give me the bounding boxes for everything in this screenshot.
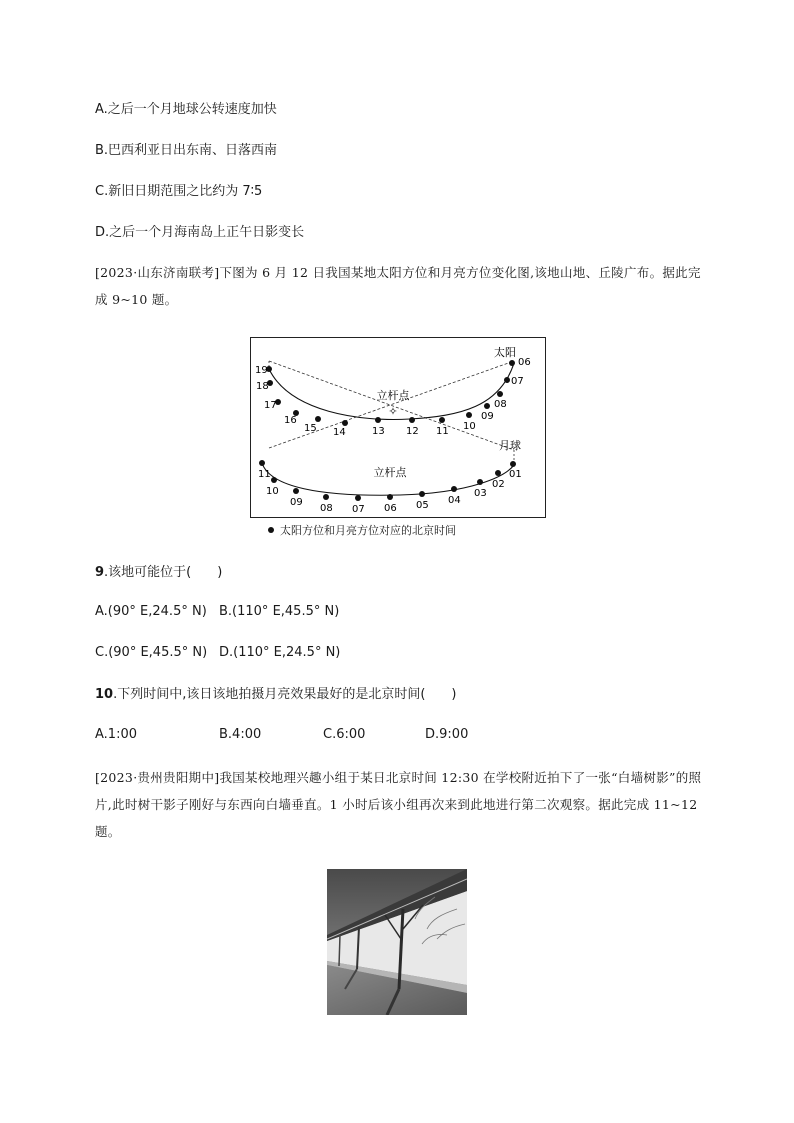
moon-time-label: 02 bbox=[492, 479, 505, 490]
q9-option-c: C.(90° E,45.5° N) bbox=[95, 645, 208, 660]
legend-dot-icon bbox=[268, 527, 274, 533]
moon-time-label: 09 bbox=[290, 497, 303, 508]
diagram-legend bbox=[268, 522, 456, 538]
q10-option-c: C.6:00 bbox=[323, 727, 366, 742]
sun-time-label: 14 bbox=[333, 427, 346, 438]
option-b-prev: B.巴西利亚日出东南、日落西南 bbox=[95, 143, 278, 158]
moon-time-label: 03 bbox=[474, 488, 487, 499]
sun-dot bbox=[342, 420, 348, 426]
pole-label-bottom: 立杆点 bbox=[373, 466, 407, 479]
sun-time-label: 13 bbox=[372, 426, 385, 437]
sun-dot bbox=[409, 417, 415, 423]
legend-text: 太阳方位和月亮方位对应的北京时间 bbox=[280, 524, 456, 537]
sun-time-label: 09 bbox=[481, 411, 494, 422]
sun-time-label: 10 bbox=[463, 421, 476, 432]
sun-dot bbox=[466, 412, 472, 418]
moon-time-label: 05 bbox=[416, 500, 429, 511]
sun-dot bbox=[315, 416, 321, 422]
question-9 bbox=[95, 564, 222, 582]
moon-dot bbox=[510, 461, 516, 467]
moon-dot bbox=[451, 486, 457, 492]
q10-option-d: D.9:00 bbox=[425, 727, 469, 742]
moon-label: 月球 bbox=[499, 439, 521, 452]
sun-moon-azimuth-diagram bbox=[250, 337, 546, 518]
intro-11-12: [2023·贵州贵阳期中]我国某校地理兴趣小组于某日北京时间 12:30 在学校附近拍下了一张“白墙树影”的照片,此时树干影子刚好与东西向白墙垂直。1 小时后该小组再次来到此地进行第二次观察。据此完成 11~12 题。 bbox=[95, 770, 702, 839]
moon-dot bbox=[477, 479, 483, 485]
sun-dot bbox=[375, 417, 381, 423]
question-9-number: 9 bbox=[95, 565, 105, 580]
sun-time-label: 19 bbox=[255, 365, 268, 376]
moon-time-label: 08 bbox=[320, 503, 333, 514]
question-10-number: 10 bbox=[95, 687, 114, 702]
moon-time-label: 01 bbox=[509, 469, 522, 480]
sun-dot bbox=[504, 377, 510, 383]
q9-option-a: A.(90° E,24.5° N) bbox=[95, 604, 207, 619]
option-a-prev: A.之后一个月地球公转速度加快 bbox=[95, 102, 277, 117]
pole-point-star: ✧ bbox=[388, 405, 398, 418]
sun-dot bbox=[439, 417, 445, 423]
question-10-stem: .下列时间中,该日该地拍摄月亮效果最好的是北京时间( ) bbox=[113, 687, 457, 702]
moon-time-label: 06 bbox=[384, 503, 397, 514]
q9-option-d: D.(110° E,24.5° N) bbox=[219, 645, 341, 660]
option-c-prev: C.新旧日期范围之比约为 7∶5 bbox=[95, 184, 263, 199]
sun-time-label: 16 bbox=[284, 415, 297, 426]
sun-dot bbox=[497, 391, 503, 397]
moon-dot bbox=[387, 494, 393, 500]
pole-label-top: 立杆点 bbox=[376, 389, 410, 402]
sun-time-label: 12 bbox=[406, 426, 419, 437]
moon-dot bbox=[271, 477, 277, 483]
sun-time-label: 06 bbox=[518, 357, 531, 368]
sun-time-label: 15 bbox=[304, 423, 317, 434]
question-10 bbox=[95, 686, 457, 704]
sun-time-label: 07 bbox=[511, 376, 524, 387]
moon-time-label: 07 bbox=[352, 504, 365, 515]
moon-time-label: 11 bbox=[258, 469, 271, 480]
moon-dot bbox=[323, 494, 329, 500]
sun-dot bbox=[509, 360, 515, 366]
sun-time-label: 08 bbox=[494, 399, 507, 410]
moon-time-label: 04 bbox=[448, 495, 461, 506]
wall-tree-shadow-photo bbox=[327, 869, 467, 1015]
sun-dot bbox=[484, 403, 490, 409]
q10-option-a: A.1:00 bbox=[95, 727, 137, 742]
sun-label: 太阳 bbox=[494, 346, 516, 359]
q10-option-b: B.4:00 bbox=[219, 727, 262, 742]
question-9-stem: .该地可能位于( ) bbox=[104, 565, 223, 580]
sun-time-label: 11 bbox=[436, 426, 449, 437]
moon-dot bbox=[355, 495, 361, 501]
moon-dot bbox=[419, 491, 425, 497]
moon-dot bbox=[495, 470, 501, 476]
sun-time-label: 17 bbox=[264, 400, 277, 411]
moon-dot bbox=[293, 488, 299, 494]
sun-time-label: 18 bbox=[256, 381, 269, 392]
moon-time-label: 10 bbox=[266, 486, 279, 497]
intro-9-10: [2023·山东济南联考]下图为 6 月 12 日我国某地太阳方位和月亮方位变化图,该地山地、丘陵广布。据此完成 9~10 题。 bbox=[95, 265, 701, 307]
moon-dot bbox=[259, 460, 265, 466]
option-d-prev: D.之后一个月海南岛上正午日影变长 bbox=[95, 225, 305, 240]
q9-option-b: B.(110° E,45.5° N) bbox=[219, 604, 340, 619]
